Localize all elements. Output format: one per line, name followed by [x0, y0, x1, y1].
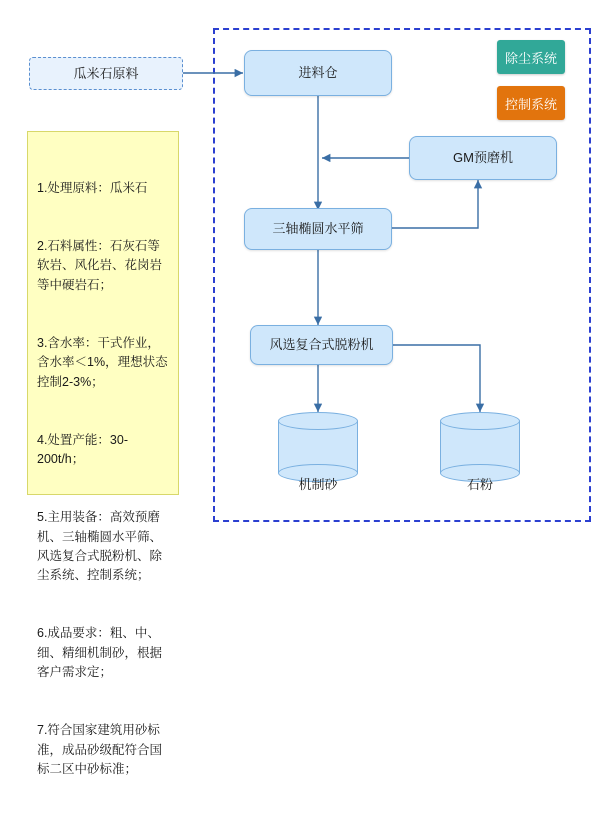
- node-triaxial-screen[interactable]: [244, 208, 392, 250]
- node-stone-powder-label: 石粉: [466, 477, 493, 492]
- node-stone-powder[interactable]: [440, 412, 520, 492]
- note-line-6: 6.成品要求：粗、中、细、精细机制砂，根据客户需求定；: [37, 626, 163, 680]
- cylinder-top: [440, 412, 520, 430]
- node-raw-material[interactable]: [29, 57, 183, 90]
- node-feed-bin-label: 进料仓: [298, 65, 338, 81]
- node-air-powder-remover-label: 风选复合式脱粉机: [269, 337, 374, 353]
- node-raw-material-label: 瓜米石原料: [73, 65, 139, 81]
- legend-dust-system-label: 除尘系统: [504, 50, 557, 66]
- node-gm-premill-label: GM预磨机: [453, 150, 513, 166]
- legend-control-system-label: 控制系统: [504, 96, 557, 112]
- cylinder-top: [278, 412, 358, 430]
- node-feed-bin[interactable]: [244, 50, 392, 96]
- note-line-1: 1.处理原料：瓜米石: [37, 180, 148, 195]
- legend-control-system[interactable]: [497, 86, 565, 120]
- note-line-2: 2.石料属性：石灰石等软岩、风化岩、花岗岩等中硬岩石；: [37, 238, 163, 292]
- node-manufactured-sand[interactable]: [278, 412, 358, 492]
- node-manufactured-sand-label: 机制砂: [298, 477, 338, 492]
- legend-dust-system[interactable]: [497, 40, 565, 74]
- notes-panel: [27, 131, 179, 776]
- node-gm-premill[interactable]: [409, 136, 557, 180]
- node-air-powder-remover[interactable]: [250, 325, 393, 365]
- note-line-7: 7.符合国家建筑用砂标准，成品砂级配符合国标二区中砂标准；: [37, 723, 163, 776]
- note-line-4: 4.处置产能：30-200t/h；: [37, 432, 128, 466]
- note-line-3: 3.含水率：干式作业，含水率＜1%，理想状态控制2-3%；: [37, 335, 168, 389]
- note-line-5: 5.主用装备：高效预磨机、三轴椭圆水平筛、风选复合式脱粉机、除尘系统、控制系统；: [37, 510, 163, 583]
- node-triaxial-screen-label: 三轴椭圆水平筛: [272, 221, 364, 237]
